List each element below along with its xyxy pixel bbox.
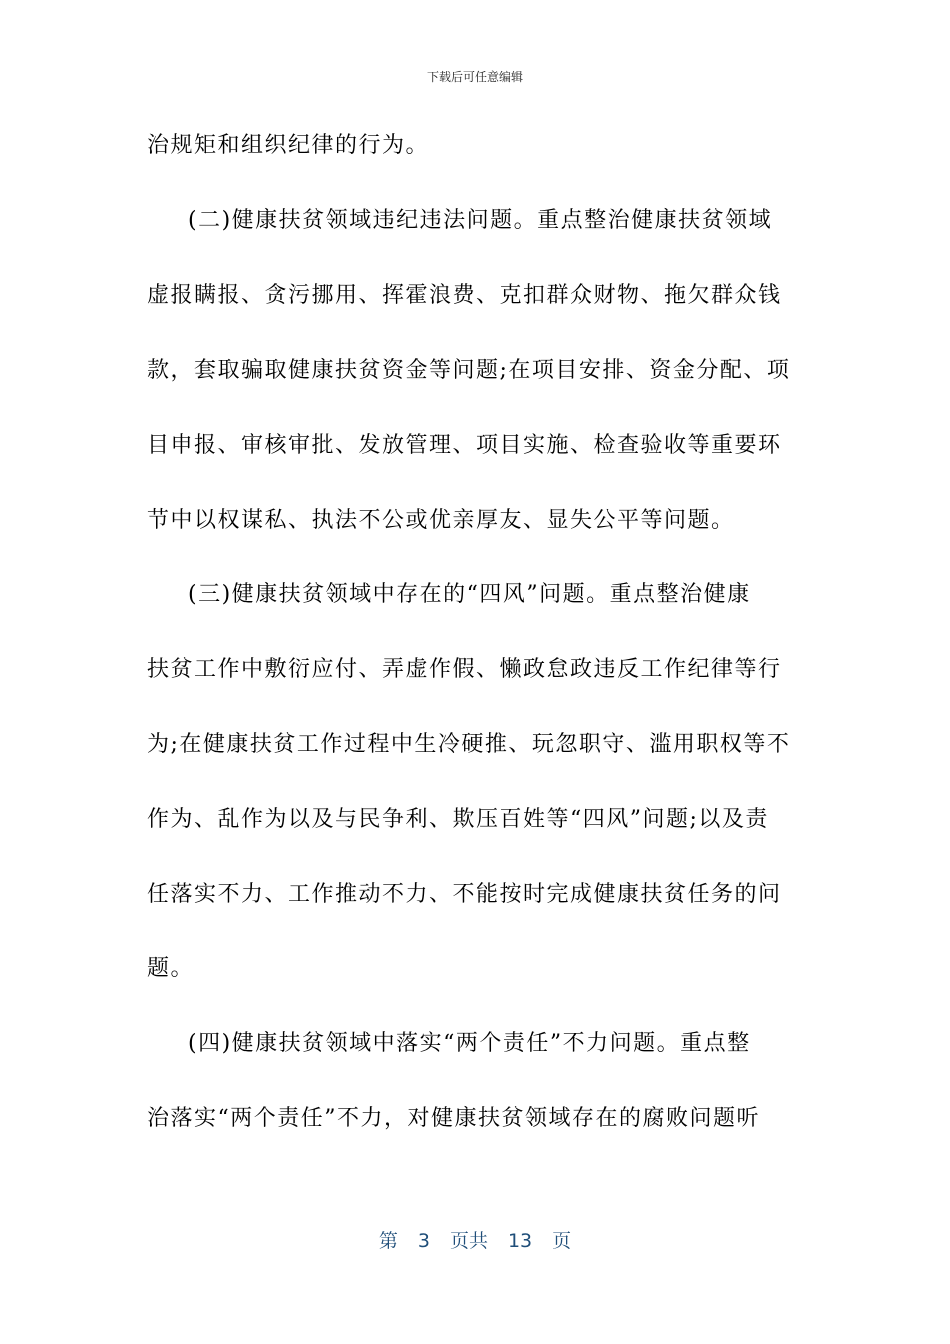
body-line: 治落实“两个责任”不力，对健康扶贫领域存在的腐败问题听: [147, 1106, 760, 1131]
body-line: 款，套取骗取健康扶贫资金等问题;在项目安排、资金分配、项: [147, 358, 791, 383]
body-line: 目申报、审核审批、发放管理、项目实施、检查验收等重要环: [147, 433, 782, 458]
current-page-number: 3: [417, 1230, 430, 1252]
body-line: 虚报瞒报、贪污挪用、挥霍浪费、克扣群众财物、拖欠群众钱: [147, 283, 782, 308]
footer-suffix: 页: [552, 1230, 572, 1252]
body-line: 为;在健康扶贫工作过程中生冷硬推、玩忽职守、滥用职权等不: [147, 732, 791, 757]
body-line: 任落实不力、工作推动不力、不能按时完成健康扶贫任务的问: [147, 882, 782, 907]
body-line: 作为、乱作为以及与民争利、欺压百姓等“四风”问题;以及责: [147, 807, 769, 832]
body-line: 治规矩和组织纪律的行为。: [147, 133, 430, 158]
paragraph-3-start: (三)健康扶贫领域中存在的“四风”问题。重点整治健康: [188, 582, 751, 607]
header-note: 下载后可任意编辑: [426, 70, 523, 84]
body-line: 扶贫工作中敷衍应付、弄虚作假、懒政怠政违反工作纪律等行: [147, 657, 782, 682]
body-line: 节中以权谋私、执法不公或优亲厚友、显失公平等问题。: [147, 508, 735, 533]
paragraph-2-start: (二)健康扶贫领域违纪违法问题。重点整治健康扶贫领域: [188, 208, 773, 233]
paragraph-4-start: (四)健康扶贫领域中落实“两个责任”不力问题。重点整: [188, 1031, 751, 1056]
total-pages-number: 13: [507, 1230, 533, 1252]
page-footer: [0, 1226, 950, 1253]
footer-middle: 页共: [449, 1230, 488, 1252]
footer-prefix: 第: [378, 1230, 398, 1252]
body-line: 题。: [147, 956, 195, 981]
